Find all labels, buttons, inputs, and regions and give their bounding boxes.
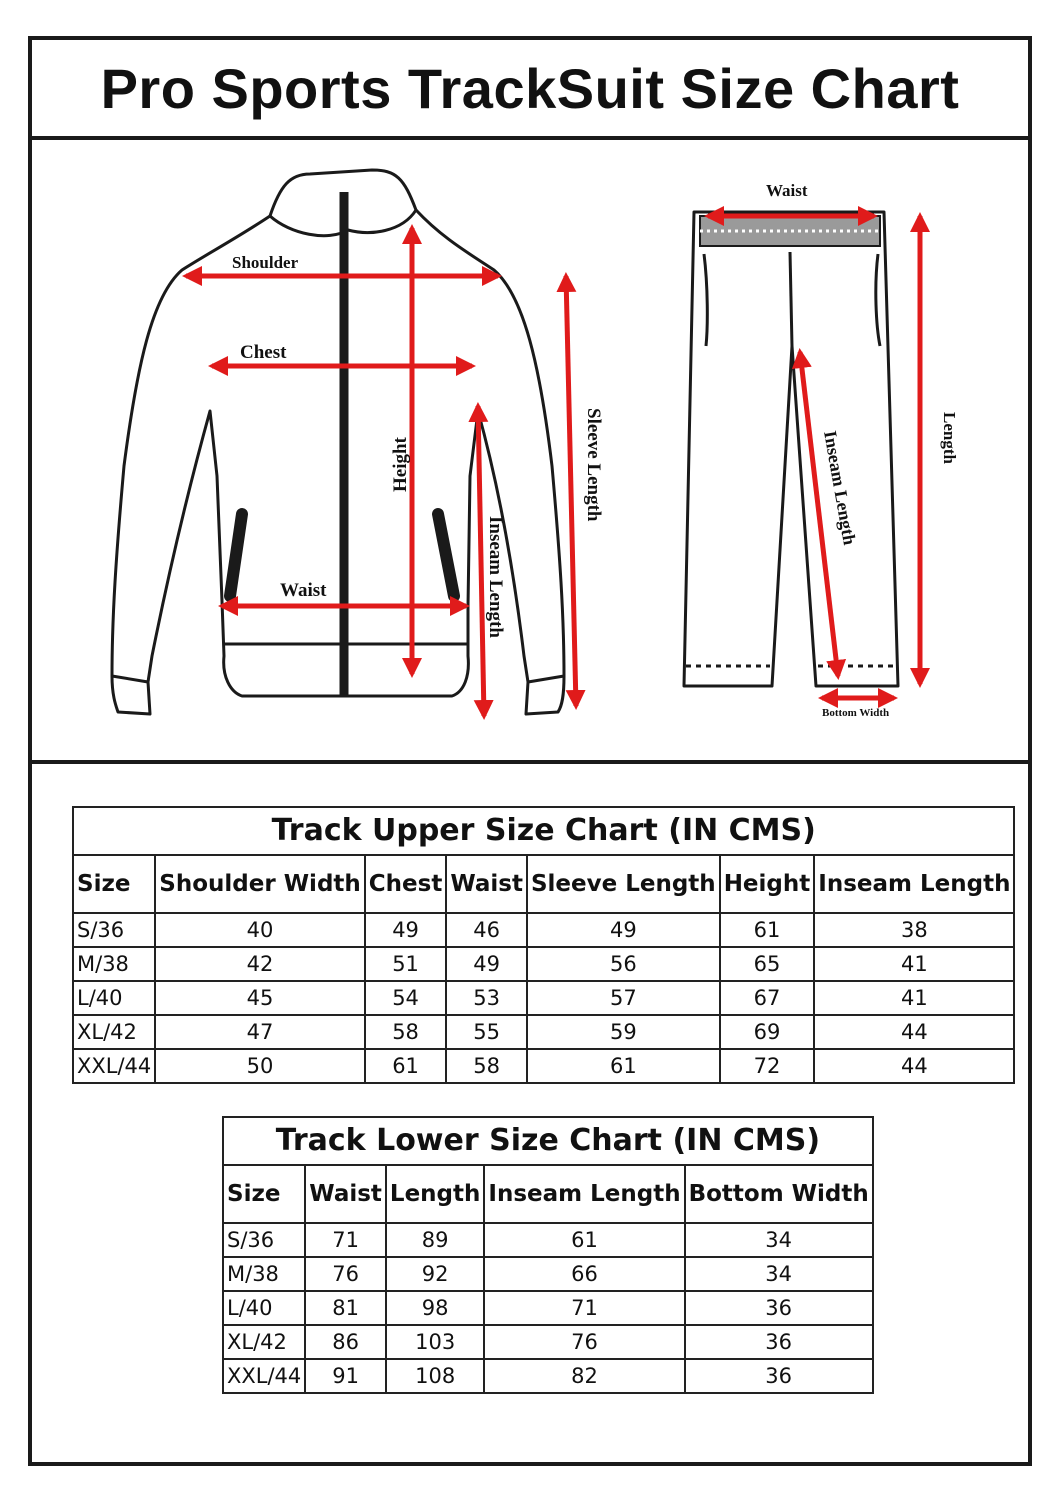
- table-cell: 58: [446, 1049, 527, 1083]
- table-cell: S/36: [223, 1223, 305, 1257]
- lower-header-cell: Length: [386, 1165, 484, 1223]
- table-row: [223, 1325, 873, 1359]
- table-row: [223, 1359, 873, 1393]
- table-cell: 38: [814, 913, 1014, 947]
- label-chest: Chest: [240, 342, 287, 363]
- upper-header-cell: Height: [720, 855, 815, 913]
- table-cell: 61: [720, 913, 815, 947]
- title-banner: [32, 40, 1028, 140]
- table-cell: 41: [814, 981, 1014, 1015]
- label-shoulder: Shoulder: [232, 253, 299, 272]
- table-cell: 59: [527, 1015, 720, 1049]
- table-row: [223, 1257, 873, 1291]
- table-cell: 86: [305, 1325, 386, 1359]
- pants-measure-arrows: [708, 216, 920, 698]
- pants-label-length: Length: [940, 412, 959, 464]
- table-cell: 103: [386, 1325, 484, 1359]
- table-cell: 61: [365, 1049, 447, 1083]
- garment-diagram: [32, 136, 1028, 764]
- upper-table-title: Track Upper Size Chart (IN CMS): [72, 806, 1015, 854]
- table-cell: 71: [484, 1291, 684, 1325]
- inseam-arrow: [478, 406, 484, 716]
- lower-header-cell: Size: [223, 1165, 305, 1223]
- table-cell: 57: [527, 981, 720, 1015]
- table-cell: 72: [720, 1049, 815, 1083]
- table-cell: 55: [446, 1015, 527, 1049]
- table-cell: 50: [155, 1049, 365, 1083]
- pants-label-waist: Waist: [766, 181, 808, 200]
- label-height: Height: [390, 437, 411, 492]
- table-cell: 61: [484, 1223, 684, 1257]
- table-cell: XXL/44: [73, 1049, 155, 1083]
- table-cell: 92: [386, 1257, 484, 1291]
- pants-waistband: [700, 216, 880, 246]
- sleeve-length-arrow: [566, 276, 576, 706]
- lower-header-cell: Bottom Width: [685, 1165, 873, 1223]
- table-cell: 56: [527, 947, 720, 981]
- pants-label-bottom-width: Bottom Width: [822, 707, 890, 719]
- table-cell: 49: [446, 947, 527, 981]
- table-cell: XXL/44: [223, 1359, 305, 1393]
- upper-header-cell: Waist: [446, 855, 527, 913]
- table-cell: 49: [527, 913, 720, 947]
- table-cell: S/36: [73, 913, 155, 947]
- garment-diagram-svg: [32, 136, 1028, 760]
- table-row: [223, 1291, 873, 1325]
- table-cell: 40: [155, 913, 365, 947]
- upper-size-table: [72, 806, 1015, 1084]
- right-pocket: [438, 514, 454, 596]
- left-pocket: [230, 514, 242, 596]
- table-row: [73, 947, 1014, 981]
- table-cell: 36: [685, 1291, 873, 1325]
- table-cell: 71: [305, 1223, 386, 1257]
- table-row: [73, 913, 1014, 947]
- lower-header-cell: Waist: [305, 1165, 386, 1223]
- upper-header-cell: Inseam Length: [814, 855, 1014, 913]
- table-cell: 69: [720, 1015, 815, 1049]
- table-cell: 34: [685, 1257, 873, 1291]
- table-cell: 81: [305, 1291, 386, 1325]
- table-cell: 34: [685, 1223, 873, 1257]
- table-cell: 44: [814, 1049, 1014, 1083]
- table-cell: 98: [386, 1291, 484, 1325]
- table-cell: 41: [814, 947, 1014, 981]
- table-cell: 82: [484, 1359, 684, 1393]
- table-cell: 36: [685, 1325, 873, 1359]
- pants-label-inseam-length: Inseam Length: [820, 429, 860, 547]
- table-cell: 108: [386, 1359, 484, 1393]
- label-sleeve-length: Sleeve Length: [583, 408, 604, 522]
- page-title: Pro Sports TrackSuit Size Chart: [100, 56, 960, 120]
- table-row: [73, 981, 1014, 1015]
- lower-size-table: [222, 1116, 874, 1394]
- lower-header-row: [223, 1165, 873, 1223]
- lower-table-title: Track Lower Size Chart (IN CMS): [222, 1116, 874, 1164]
- table-row: [73, 1015, 1014, 1049]
- table-row: [73, 1049, 1014, 1083]
- table-cell: 91: [305, 1359, 386, 1393]
- upper-header-cell: Chest: [365, 855, 447, 913]
- table-cell: 65: [720, 947, 815, 981]
- pants-right-pocket: [876, 254, 880, 346]
- table-cell: 36: [685, 1359, 873, 1393]
- table-cell: 47: [155, 1015, 365, 1049]
- table-cell: 67: [720, 981, 815, 1015]
- table-cell: 66: [484, 1257, 684, 1291]
- table-cell: 58: [365, 1015, 447, 1049]
- table-cell: 53: [446, 981, 527, 1015]
- upper-header-row: [73, 855, 1014, 913]
- table-cell: XL/42: [73, 1015, 155, 1049]
- table-row: [223, 1223, 873, 1257]
- table-cell: 54: [365, 981, 447, 1015]
- lower-header-cell: Inseam Length: [484, 1165, 684, 1223]
- table-cell: 42: [155, 947, 365, 981]
- table-cell: 51: [365, 947, 447, 981]
- upper-header-cell: Sleeve Length: [527, 855, 720, 913]
- table-cell: 46: [446, 913, 527, 947]
- table-cell: 89: [386, 1223, 484, 1257]
- table-cell: L/40: [73, 981, 155, 1015]
- table-cell: L/40: [223, 1291, 305, 1325]
- table-cell: M/38: [73, 947, 155, 981]
- pants-inseam-arrow: [800, 352, 838, 676]
- label-inseam-length: Inseam Length: [485, 516, 506, 638]
- upper-header-cell: Shoulder Width: [155, 855, 365, 913]
- table-cell: 49: [365, 913, 447, 947]
- upper-header-cell: Size: [73, 855, 155, 913]
- label-waist: Waist: [280, 580, 327, 601]
- table-cell: 45: [155, 981, 365, 1015]
- table-cell: 61: [527, 1049, 720, 1083]
- table-cell: 44: [814, 1015, 1014, 1049]
- table-cell: 76: [305, 1257, 386, 1291]
- table-cell: XL/42: [223, 1325, 305, 1359]
- table-cell: M/38: [223, 1257, 305, 1291]
- pants-drawing: [684, 212, 898, 686]
- table-cell: 76: [484, 1325, 684, 1359]
- pants-left-pocket: [704, 254, 707, 346]
